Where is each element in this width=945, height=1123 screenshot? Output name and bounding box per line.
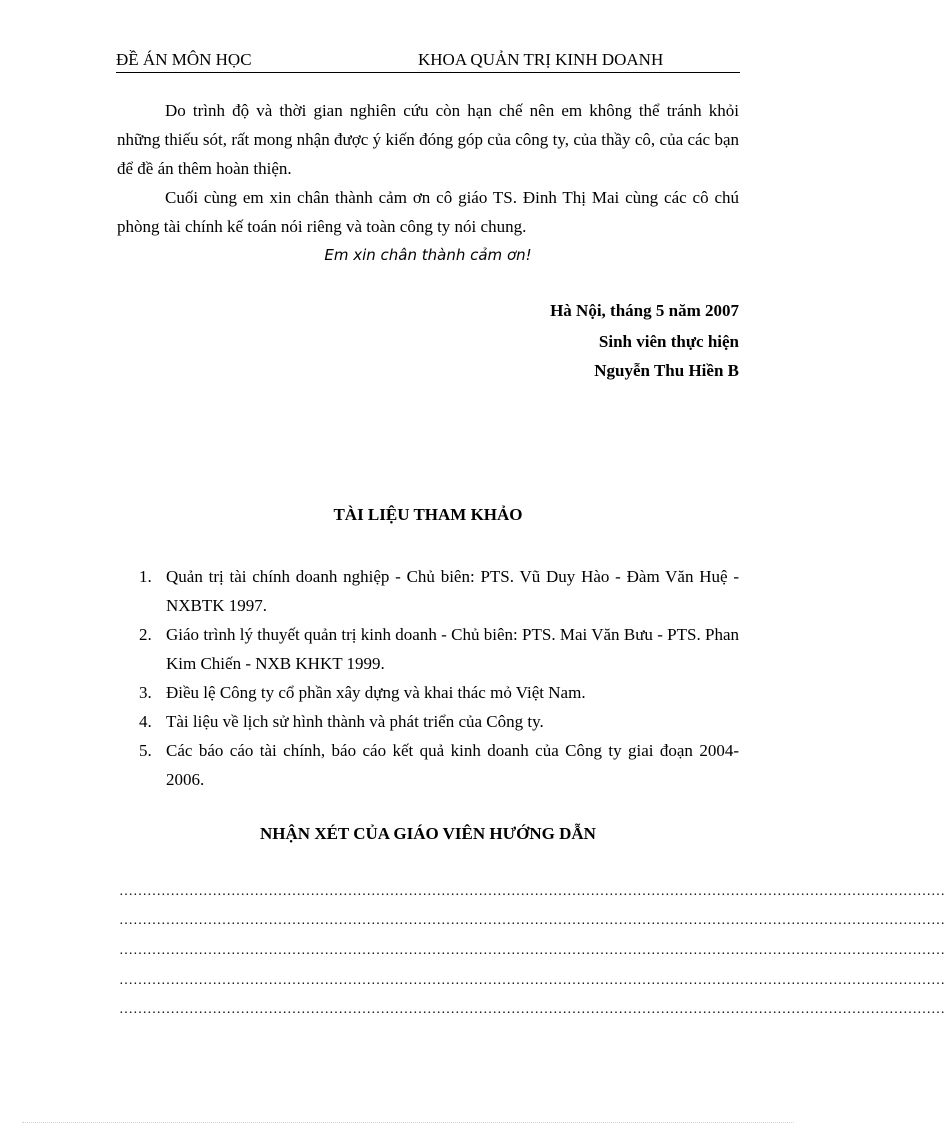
- review-dotted-line: ……………………………………………………………………………………………………………………………………………………………: [119, 973, 945, 988]
- page-header: [116, 50, 740, 73]
- signature-place-date: Hà Nội, tháng 5 năm 2007: [550, 301, 739, 320]
- reference-number: 3.: [139, 683, 152, 702]
- references-list: [139, 562, 739, 794]
- reference-item: [139, 678, 739, 707]
- reference-number: 4.: [139, 712, 152, 731]
- thanks-line: Em xin chân thành cảm ơn!: [324, 246, 532, 264]
- reference-text: Điều lệ Công ty cổ phần xây dựng và khai thác mỏ Việt Nam.: [166, 683, 586, 702]
- closing-paragraph-2: Cuối cùng em xin chân thành cảm ơn cô giáo TS. Đinh Thị Mai cùng các cô chú phòng tài chính kế toán nói riêng và toàn công ty nói chung.: [117, 188, 739, 236]
- signature-role: Sinh viên thực hiện: [598, 332, 739, 351]
- review-title: NHẬN XÉT CỦA GIÁO VIÊN HƯỚNG DẪN: [260, 824, 596, 843]
- reference-item: [139, 736, 739, 794]
- review-dotted-line: ……………………………………………………………………………………………………………………………………………………………: [119, 884, 945, 899]
- review-dotted-line: ……………………………………………………………………………………………………………………………………………………………: [119, 1002, 945, 1017]
- reference-text: Các báo cáo tài chính, báo cáo kết quả kinh doanh của Công ty giai đoạn 2004-2006.: [166, 741, 739, 789]
- reference-text: Giáo trình lý thuyết quản trị kinh doanh - Chủ biên: PTS. Mai Văn Bưu - PTS. Phan Kim Chiến - NXB KHKT 1999.: [166, 625, 739, 673]
- header-course-label: ĐỀ ÁN MÔN HỌC: [116, 50, 252, 69]
- reference-number: 2.: [139, 625, 152, 644]
- references-title: TÀI LIỆU THAM KHẢO: [333, 505, 523, 524]
- signature-name: Nguyễn Thu Hiền B: [594, 361, 739, 380]
- reference-number: 1.: [139, 567, 152, 586]
- review-dotted-line: ……………………………………………………………………………………………………………………………………………………………: [119, 913, 945, 928]
- reference-number: 5.: [139, 741, 152, 760]
- reference-text: Tài liệu về lịch sử hình thành và phát triển của Công ty.: [166, 712, 544, 731]
- review-dotted-line: ……………………………………………………………………………………………………………………………………………………………: [119, 943, 945, 958]
- reference-item: [139, 562, 739, 620]
- reference-text: Quản trị tài chính doanh nghiệp - Chủ biên: PTS. Vũ Duy Hào - Đàm Văn Huệ - NXBTK 1997.: [166, 567, 739, 615]
- header-faculty-label: KHOA QUẢN TRỊ KINH DOANH: [418, 50, 664, 69]
- reference-item: [139, 620, 739, 678]
- reference-item: [139, 707, 739, 736]
- closing-paragraph-1: Do trình độ và thời gian nghiên cứu còn hạn chế nên em không thể tránh khỏi những thiếu sót, rất mong nhận được ý kiến đóng góp của công ty, của thầy cô, của các bạn để đề án thêm hoàn thiện.: [117, 101, 739, 178]
